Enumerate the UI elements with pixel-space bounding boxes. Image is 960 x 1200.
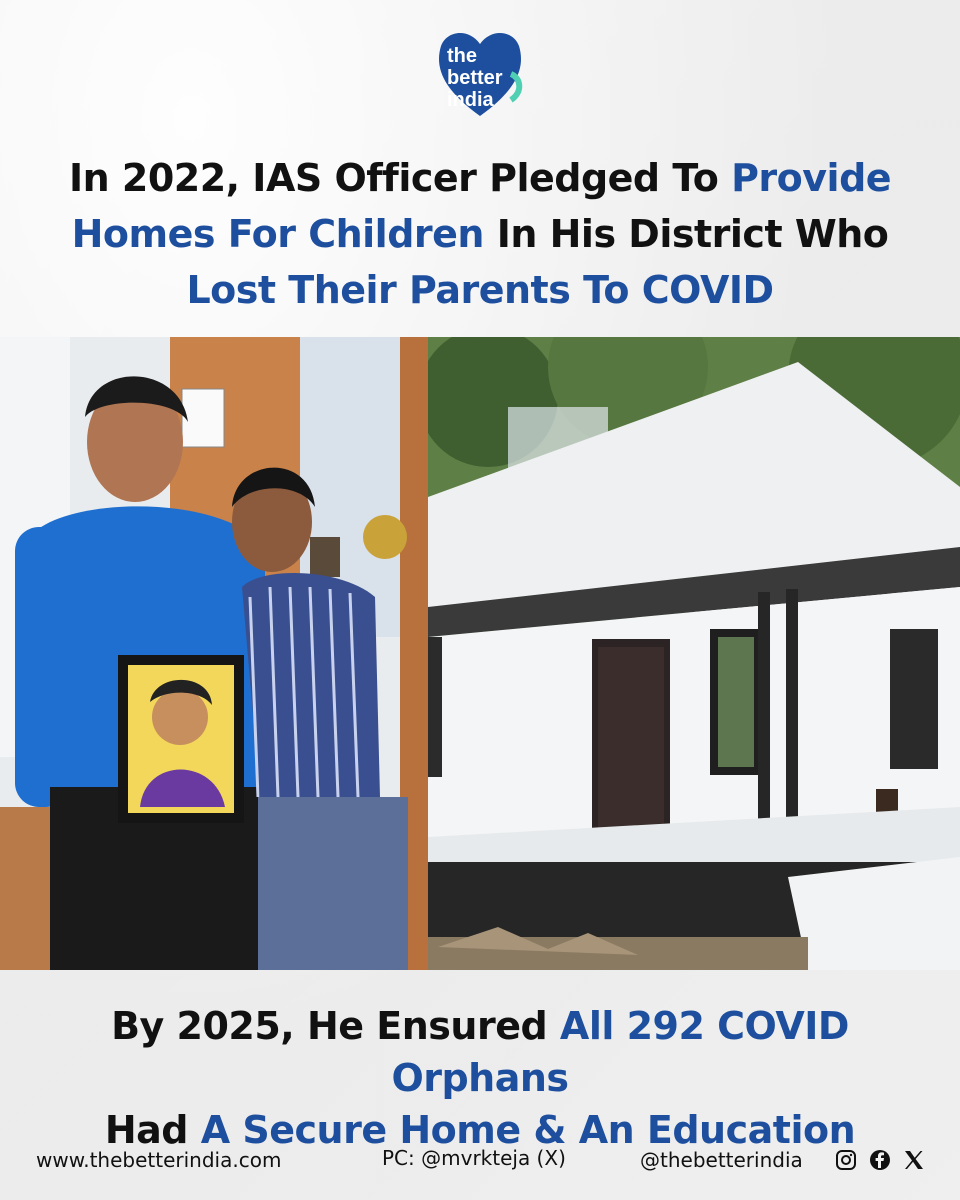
logo-text-1: the [447, 45, 477, 67]
facebook-icon[interactable] [868, 1148, 892, 1172]
brand-logo [433, 26, 527, 120]
headline-highlight-1: Provide Homes For Children [71, 156, 892, 256]
logo-text-2: better [447, 67, 503, 89]
instagram-icon[interactable] [834, 1148, 858, 1172]
logo-text-3: india [447, 89, 494, 111]
headline [40, 150, 920, 318]
subline-part-1: By 2025, He Ensured [111, 1004, 560, 1048]
headline-part-1: In 2022, IAS Officer Pledged To [68, 156, 732, 200]
subline [20, 1000, 940, 1156]
headline-part-3: In His District Who [483, 212, 889, 256]
x-icon[interactable] [902, 1148, 926, 1172]
headline-highlight-2: Lost Their Parents To COVID [186, 268, 774, 312]
subline-part-3: Had [104, 1108, 201, 1152]
footer [0, 1140, 960, 1180]
subline-highlight-1: All 292 COVID Orphans [391, 1004, 849, 1100]
social-icons [834, 1148, 926, 1172]
website-link[interactable]: www.thebetterindia.com [36, 1148, 282, 1172]
officer-with-child-photo [0, 337, 428, 970]
subline-highlight-2: A Secure Home & An Education [200, 1108, 856, 1152]
new-house-photo [428, 337, 960, 970]
photo-credit: PC: @mvrkteja (X) [382, 1146, 566, 1170]
social-handle[interactable]: @thebetterindia [640, 1148, 803, 1172]
